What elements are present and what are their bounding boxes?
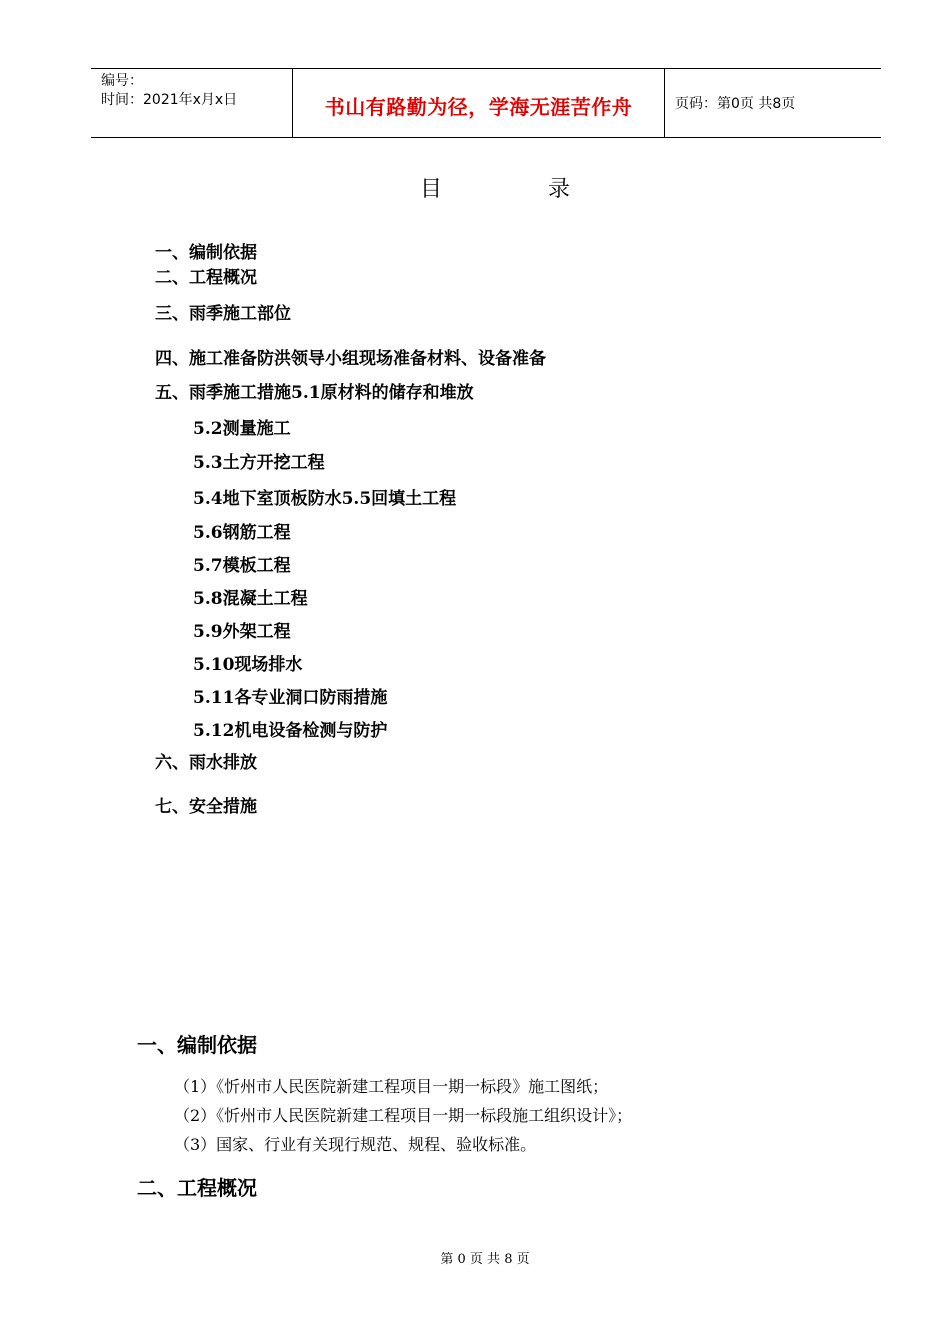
toc-item[interactable]: 二、工程概况 bbox=[155, 268, 257, 288]
toc-item[interactable]: 5.9外架工程 bbox=[193, 622, 291, 642]
toc-item[interactable]: 5.4地下室顶板防水5.5回填土工程 bbox=[193, 489, 457, 509]
toc-title-left: 目 bbox=[420, 177, 443, 202]
toc-item[interactable]: 5.11各专业洞口防雨措施 bbox=[193, 688, 388, 708]
toc-item[interactable]: 一、编制依据 bbox=[155, 243, 257, 263]
toc-item[interactable]: 5.7模板工程 bbox=[193, 556, 291, 576]
header-page-cell bbox=[665, 69, 881, 137]
basis-item: （3）国家、行业有关现行规范、规程、验收标准。 bbox=[174, 1135, 537, 1154]
basis-item: （2）《忻州市人民医院新建工程项目一期一标段施工组织设计》； bbox=[174, 1106, 633, 1125]
header-page-info: 页码：第0页 共8页 bbox=[675, 96, 796, 112]
section-heading-basis: 一、编制依据 bbox=[137, 1033, 257, 1057]
toc-item[interactable]: 5.12机电设备检测与防护 bbox=[193, 721, 388, 741]
toc-item[interactable]: 三、雨季施工部位 bbox=[155, 304, 291, 324]
document-time-label: 时间：2021年x月x日 bbox=[101, 92, 238, 108]
header-meta bbox=[91, 69, 293, 137]
toc-item[interactable]: 5.8混凝土工程 bbox=[193, 589, 308, 609]
header-motto: 书山有路勤为径，学海无涯苦作舟 bbox=[324, 95, 633, 119]
toc-item[interactable]: 六、雨水排放 bbox=[155, 753, 257, 773]
document-number-label: 编号： bbox=[101, 73, 143, 89]
toc-title bbox=[420, 172, 570, 203]
toc-item[interactable]: 七、安全措施 bbox=[155, 797, 257, 817]
basis-item: （1）《忻州市人民医院新建工程项目一期一标段》施工图纸； bbox=[174, 1077, 609, 1096]
toc-item[interactable]: 5.3土方开挖工程 bbox=[193, 453, 325, 473]
toc-item[interactable]: 5.6钢筋工程 bbox=[193, 523, 291, 543]
toc-title-right: 录 bbox=[547, 177, 570, 202]
toc-item[interactable]: 5.2测量施工 bbox=[193, 419, 291, 439]
section-heading-overview: 二、工程概况 bbox=[137, 1176, 257, 1200]
page-header bbox=[91, 68, 881, 138]
toc-item[interactable]: 五、雨季施工措施5.1原材料的储存和堆放 bbox=[155, 383, 474, 403]
toc-item[interactable]: 5.10现场排水 bbox=[193, 655, 303, 675]
toc-item[interactable]: 四、施工准备防洪领导小组现场准备材料、设备准备 bbox=[155, 349, 546, 369]
header-motto-cell bbox=[293, 69, 665, 137]
page-footer: 第 0 页 共 8 页 bbox=[440, 1252, 530, 1267]
